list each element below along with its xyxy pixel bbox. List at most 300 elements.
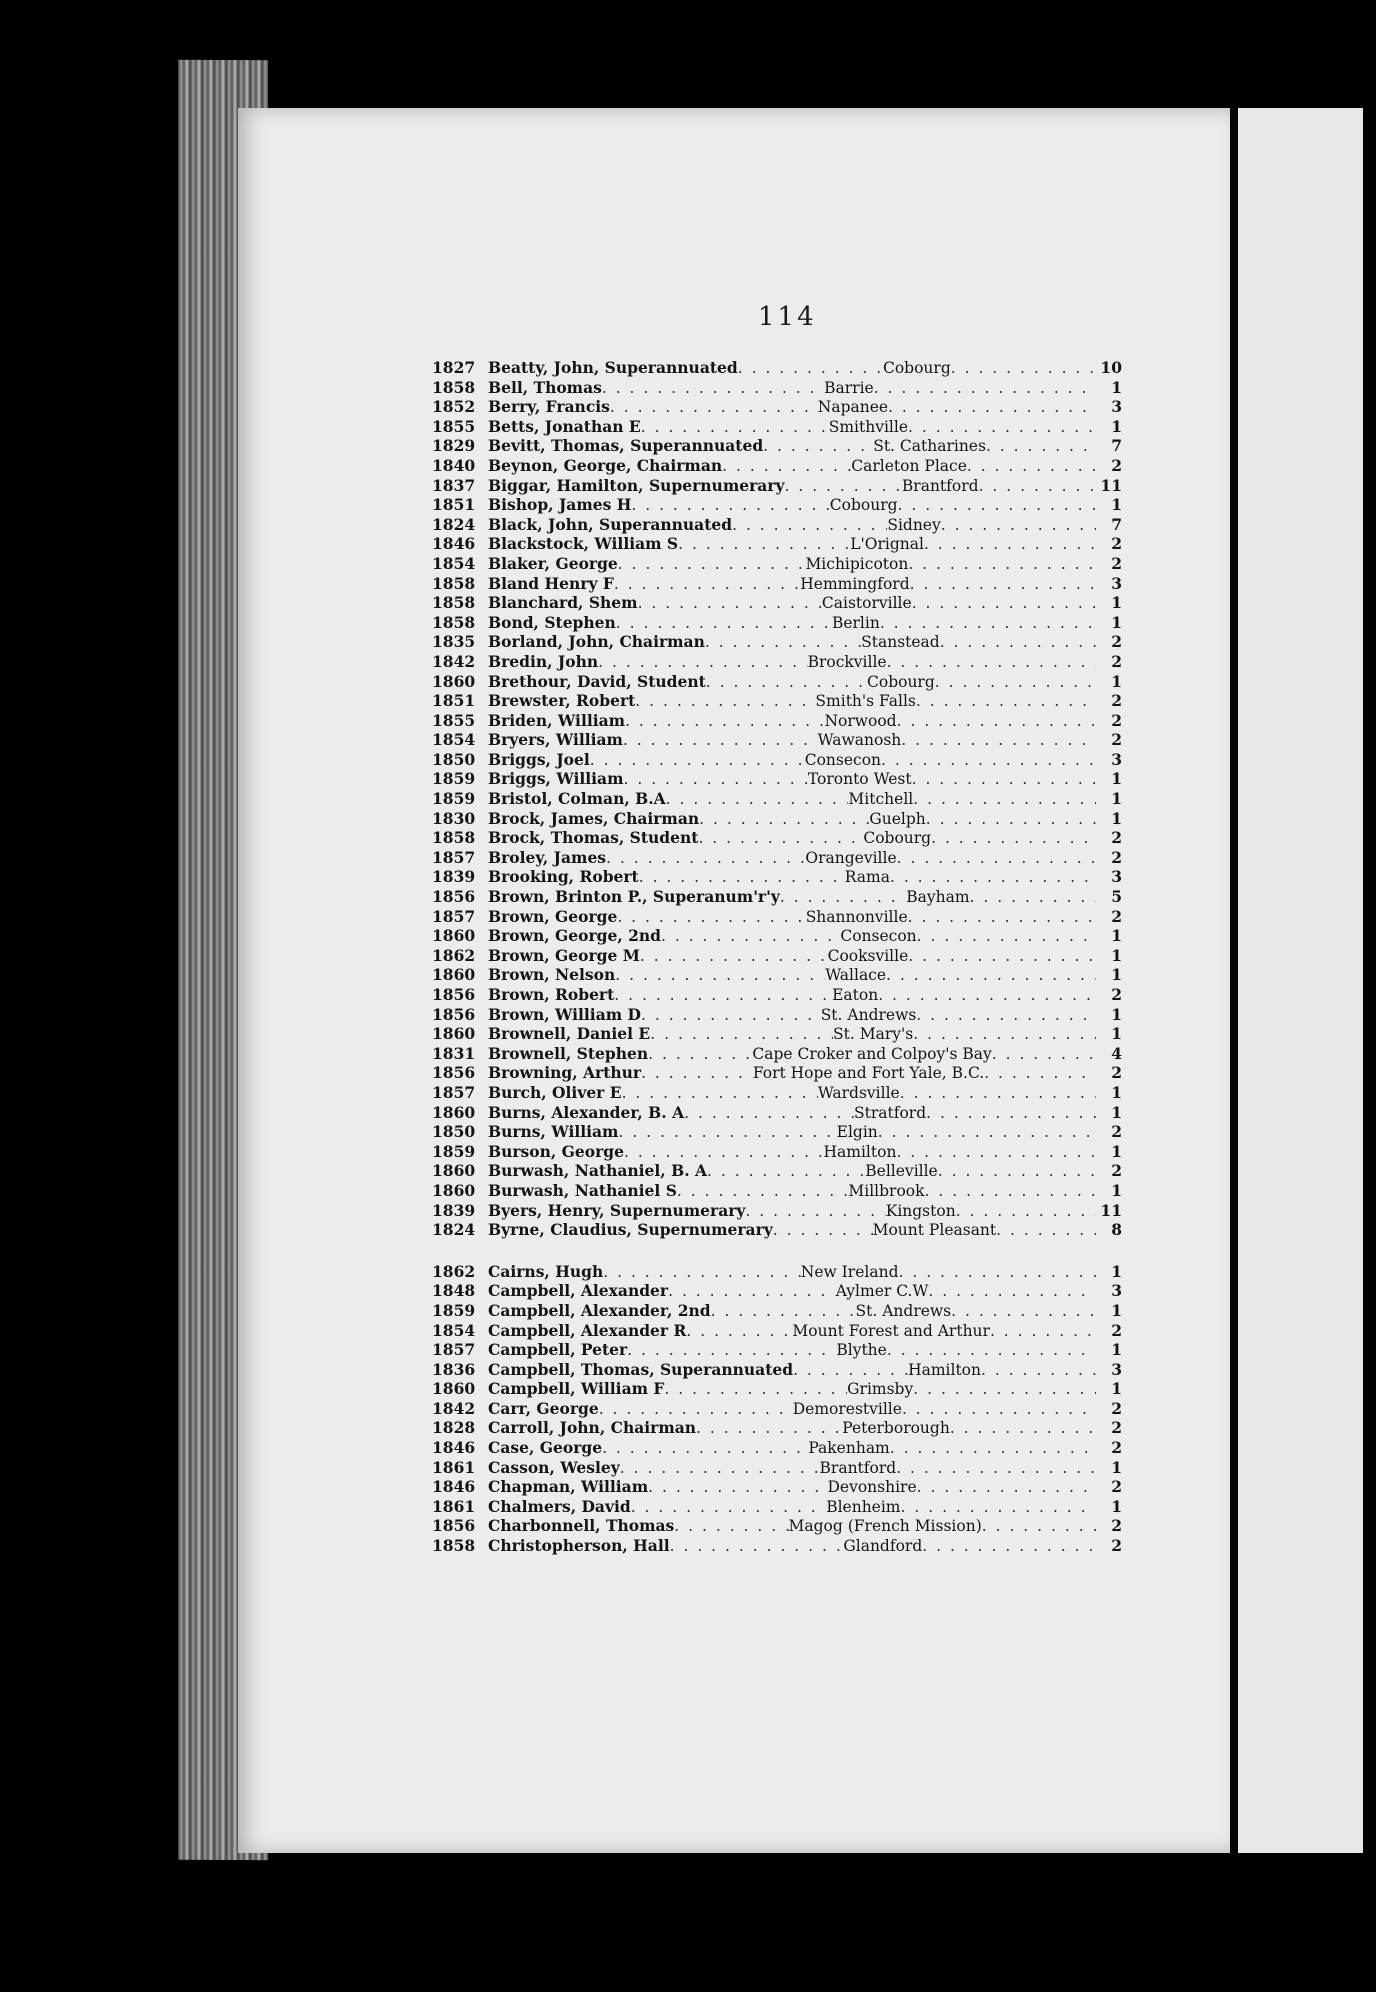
entry-years: 7 — [1111, 514, 1122, 534]
entry-year: 1854 — [432, 553, 476, 573]
entry-row — [432, 358, 1122, 378]
leader-dots — [618, 555, 806, 574]
entry-row — [432, 1281, 1122, 1301]
leader-dots — [910, 575, 1096, 594]
entry-row — [432, 730, 1122, 750]
entry-row — [432, 1142, 1122, 1162]
entry-years: 1 — [1111, 769, 1122, 789]
leader-dots — [639, 868, 845, 887]
entry-years: 1 — [1111, 1340, 1122, 1360]
entry-year: 1829 — [432, 436, 476, 456]
leader-dots — [698, 829, 863, 848]
entry-year: 1850 — [432, 1122, 476, 1142]
entry-row — [432, 515, 1122, 535]
entry-name: Chapman, William — [488, 1477, 649, 1497]
leader-dots — [624, 1143, 824, 1162]
entry-years: 11 — [1100, 475, 1122, 495]
leader-dots — [666, 790, 849, 809]
leader-dots — [912, 594, 1096, 613]
entry-row — [432, 946, 1122, 966]
leader-dots — [699, 810, 869, 829]
entry-years: 2 — [1111, 1122, 1122, 1142]
entry-years: 2 — [1111, 985, 1122, 1004]
entry-years: 3 — [1111, 1359, 1122, 1379]
entry-years: 3 — [1111, 867, 1122, 887]
entry-year: 1860 — [432, 965, 476, 985]
entry-name: Campbell, Peter — [488, 1340, 628, 1360]
entry-row — [432, 672, 1122, 692]
entry-station: Blenheim — [826, 1497, 901, 1516]
entry-row — [432, 711, 1122, 731]
entry-year: 1827 — [432, 358, 476, 377]
entry-name: Byrne, Claudius, Supernumerary — [488, 1220, 773, 1240]
entry-row — [432, 1201, 1122, 1221]
leader-dots — [696, 1419, 842, 1438]
entry-station: Napanee — [817, 398, 889, 417]
entry-row — [432, 1024, 1122, 1044]
leader-dots — [677, 1182, 848, 1201]
leader-dots — [908, 908, 1096, 927]
entry-years: 1 — [1111, 1141, 1122, 1161]
entry-years: 2 — [1111, 553, 1122, 573]
entry-name: Brownell, Daniel E — [488, 1024, 651, 1044]
entry-name: Bishop, James H — [488, 495, 632, 515]
entry-row — [432, 1181, 1122, 1201]
entry-station: Michipicoton — [805, 554, 909, 573]
entry-name: Brooking, Robert — [488, 867, 639, 887]
entry-years: 1 — [1111, 789, 1122, 809]
entry-years: 1 — [1111, 1457, 1122, 1477]
entry-station: Millbrook — [848, 1181, 925, 1200]
page-number: 114 — [758, 302, 817, 332]
entry-years: 1 — [1111, 965, 1122, 985]
leader-dots — [664, 1380, 847, 1399]
entry-year: 1842 — [432, 651, 476, 671]
leader-dots — [602, 1439, 808, 1458]
leader-dots — [606, 849, 805, 868]
entry-years: 7 — [1111, 436, 1122, 456]
entry-name: Broley, James — [488, 847, 607, 867]
entry-station: Toronto West — [807, 770, 912, 789]
entry-station: Shannonville — [805, 907, 908, 926]
entry-year: 1860 — [432, 1102, 476, 1122]
entry-station: Consecon — [840, 927, 917, 946]
leader-dots — [706, 673, 867, 692]
entry-station: Caistorville — [821, 594, 912, 613]
entry-row — [432, 1103, 1122, 1123]
entry-station: Cooksville — [827, 946, 909, 965]
leader-dots — [686, 1322, 792, 1341]
entry-years: 1 — [1111, 1004, 1122, 1024]
entry-name: Briggs, William — [488, 769, 624, 789]
entry-station: Orangeville — [805, 848, 897, 867]
entry-station: Smith's Falls — [815, 692, 916, 711]
entry-name: Brock, James, Chairman — [488, 808, 700, 828]
entry-years: 2 — [1111, 710, 1122, 730]
leader-dots — [912, 770, 1096, 789]
leader-dots — [901, 731, 1096, 750]
entry-row — [432, 1161, 1122, 1181]
leader-dots — [614, 575, 800, 594]
entry-station: Eaton — [832, 986, 879, 1004]
entry-row — [432, 1044, 1122, 1064]
entry-station: Grimsby — [847, 1380, 914, 1399]
entry-year: 1830 — [432, 808, 476, 828]
entry-name: Black, John, Superannuated — [488, 514, 733, 534]
leader-dots — [668, 1282, 836, 1301]
entry-year: 1824 — [432, 514, 476, 534]
entry-years: 2 — [1111, 632, 1122, 652]
entry-year: 1860 — [432, 1180, 476, 1200]
entry-year: 1859 — [432, 1300, 476, 1320]
entry-station: Berlin — [831, 613, 880, 632]
leader-dots — [922, 1537, 1096, 1556]
entry-name: Brown, George M — [488, 945, 640, 965]
entry-year: 1855 — [432, 416, 476, 436]
leader-dots — [878, 1123, 1096, 1142]
leader-dots — [648, 1045, 752, 1064]
entry-name: Beatty, John, Superannuated — [488, 358, 738, 377]
entry-station: Devonshire — [827, 1478, 917, 1497]
leader-dots — [926, 1104, 1096, 1123]
leader-dots — [935, 673, 1096, 692]
entry-name: Blanchard, Shem — [488, 593, 638, 613]
entry-years: 1 — [1111, 1300, 1122, 1320]
entry-year: 1860 — [432, 1379, 476, 1399]
entry-year: 1857 — [432, 847, 476, 867]
entry-years: 10 — [1100, 358, 1122, 377]
entry-row — [432, 574, 1122, 594]
leader-dots — [622, 1084, 818, 1103]
entry-year: 1858 — [432, 612, 476, 632]
entry-station: Guelph — [869, 809, 926, 828]
entry-year: 1857 — [432, 1082, 476, 1102]
entry-station: Brantford — [901, 476, 979, 495]
entry-row — [432, 926, 1122, 946]
entry-station: Wardsville — [817, 1083, 900, 1102]
leader-dots — [908, 947, 1096, 966]
leader-dots — [990, 1322, 1096, 1341]
entry-name: Charbonnell, Thomas — [488, 1516, 675, 1536]
entry-years: 1 — [1111, 808, 1122, 828]
leader-dots — [874, 379, 1096, 398]
leader-dots — [890, 1439, 1096, 1458]
leader-dots — [793, 1361, 908, 1380]
leader-dots — [902, 1400, 1096, 1419]
leader-dots — [896, 1459, 1096, 1478]
entry-station: Brockville — [807, 652, 887, 671]
entry-row — [432, 907, 1122, 927]
entry-row — [432, 1262, 1122, 1282]
leader-dots — [615, 966, 825, 985]
leader-dots — [996, 1221, 1096, 1240]
entry-row — [432, 887, 1122, 907]
entry-year: 1858 — [432, 573, 476, 593]
leader-dots — [661, 927, 840, 946]
leader-dots — [984, 1064, 1096, 1083]
leader-dots — [625, 712, 824, 731]
entry-name: Briggs, Joel — [488, 749, 590, 769]
leader-dots — [623, 731, 818, 750]
entry-station: Glandford — [843, 1537, 923, 1556]
leader-dots — [901, 1498, 1096, 1517]
leader-dots — [986, 437, 1096, 456]
entry-years: 1 — [1111, 1261, 1122, 1281]
entry-years: 2 — [1111, 828, 1122, 848]
leader-dots — [707, 1162, 865, 1181]
entry-row — [432, 750, 1122, 770]
leader-dots — [956, 1202, 1096, 1221]
entry-year: 1858 — [432, 1536, 476, 1556]
leader-dots — [614, 986, 832, 1005]
entry-station: Wawanosh — [817, 731, 902, 750]
entry-year: 1860 — [432, 926, 476, 946]
entry-row — [432, 476, 1122, 496]
leader-dots — [648, 1478, 827, 1497]
entry-station: Wallace — [825, 966, 887, 985]
entry-name: Campbell, Alexander — [488, 1281, 669, 1301]
entry-name: Burch, Oliver E — [488, 1082, 622, 1102]
entry-year: 1824 — [432, 1220, 476, 1240]
entry-row — [432, 378, 1122, 398]
entry-name: Burns, Alexander, B. A — [488, 1102, 685, 1122]
entry-row — [432, 1438, 1122, 1458]
entry-years: 2 — [1111, 847, 1122, 867]
entry-station: Demorestville — [792, 1399, 902, 1418]
entry-station: St. Catharines — [873, 437, 986, 456]
entry-station: Smithville — [828, 417, 909, 436]
leader-dots — [887, 653, 1096, 672]
leader-dots — [886, 966, 1096, 985]
entry-station: Mitchell — [848, 790, 914, 809]
entry-name: Burwash, Nathaniel, B. A — [488, 1161, 708, 1181]
entry-row — [432, 534, 1122, 554]
leader-dots — [967, 457, 1096, 476]
entry-year: 1858 — [432, 828, 476, 848]
entry-row — [432, 495, 1122, 515]
entry-station: Peterborough — [842, 1419, 950, 1438]
entry-station: Hemmingford — [800, 574, 910, 593]
entry-station: St. Andrews — [820, 1005, 917, 1024]
entry-year: 1846 — [432, 1477, 476, 1497]
entry-year: 1859 — [432, 789, 476, 809]
leader-dots — [745, 1202, 885, 1221]
entry-row — [432, 397, 1122, 417]
entry-name: Casson, Wesley — [488, 1457, 620, 1477]
entry-year: 1854 — [432, 1320, 476, 1340]
entry-row — [432, 1477, 1122, 1497]
leader-dots — [992, 1045, 1096, 1064]
entry-years: 1 — [1111, 1496, 1122, 1516]
entry-name: Burson, George — [488, 1141, 624, 1161]
entry-name: Bond, Stephen — [488, 612, 616, 632]
entry-year: 1861 — [432, 1457, 476, 1477]
entry-row — [432, 1301, 1122, 1321]
entry-year: 1860 — [432, 1161, 476, 1181]
entry-name: Brownell, Stephen — [488, 1043, 649, 1063]
leader-dots — [970, 888, 1096, 907]
entry-years: 2 — [1111, 1398, 1122, 1418]
entry-name: Campbell, Thomas, Superannuated — [488, 1359, 794, 1379]
entry-name: Brown, Robert — [488, 985, 615, 1004]
entry-row — [432, 1516, 1122, 1536]
entry-station: Mount Forest and Arthur — [792, 1321, 990, 1340]
entry-year: 1860 — [432, 1024, 476, 1044]
leader-dots — [925, 1182, 1096, 1201]
entry-station: Norwood — [824, 711, 897, 730]
entry-name: Brock, Thomas, Student — [488, 828, 699, 848]
leader-dots — [880, 614, 1096, 633]
entry-years: 2 — [1111, 1438, 1122, 1458]
entry-year: 1858 — [432, 377, 476, 397]
entry-name: Bland Henry F — [488, 573, 614, 593]
leader-dots — [602, 379, 824, 398]
entry-year: 1856 — [432, 887, 476, 907]
entry-row — [432, 1418, 1122, 1438]
entry-year: 1852 — [432, 397, 476, 417]
leader-dots — [674, 1517, 788, 1536]
entry-years: 1 — [1111, 1082, 1122, 1102]
entry-years: 3 — [1111, 749, 1122, 769]
entry-year: 1858 — [432, 593, 476, 613]
entry-station: Blythe — [836, 1341, 887, 1360]
entry-name: Campbell, Alexander, 2nd — [488, 1300, 711, 1320]
entry-years: 1 — [1111, 495, 1122, 515]
entry-years: 2 — [1111, 691, 1122, 711]
entry-year: 1842 — [432, 1398, 476, 1418]
leader-dots — [951, 1302, 1096, 1321]
entry-row — [432, 1379, 1122, 1399]
leader-dots — [924, 535, 1096, 554]
entry-year: 1848 — [432, 1281, 476, 1301]
entry-row — [432, 1360, 1122, 1380]
leader-dots — [878, 986, 1096, 1005]
entry-row — [432, 554, 1122, 574]
leader-dots — [940, 633, 1096, 652]
entry-years: 2 — [1111, 1418, 1122, 1438]
entry-row — [432, 436, 1122, 456]
entry-row — [432, 691, 1122, 711]
leader-dots — [908, 418, 1096, 437]
leader-dots — [941, 516, 1096, 535]
entry-name: Blaker, George — [488, 553, 618, 573]
entry-name: Bryers, William — [488, 730, 623, 750]
entry-years: 1 — [1111, 945, 1122, 965]
entry-station: Brantford — [819, 1458, 897, 1477]
entry-years: 1 — [1111, 377, 1122, 397]
entry-years: 2 — [1111, 534, 1122, 554]
entry-name: Berry, Francis — [488, 397, 610, 417]
entry-years: 2 — [1111, 1536, 1122, 1556]
leader-dots — [678, 535, 850, 554]
entry-row — [432, 593, 1122, 613]
entry-year: 1835 — [432, 632, 476, 652]
entry-years: 5 — [1111, 887, 1122, 907]
entry-years: 1 — [1111, 416, 1122, 436]
entry-name: Carr, George — [488, 1398, 599, 1418]
section-gap — [432, 1240, 1122, 1262]
leader-dots — [738, 359, 883, 378]
entry-row — [432, 652, 1122, 672]
leader-dots — [900, 1084, 1096, 1103]
entry-year: 1831 — [432, 1043, 476, 1063]
leader-dots — [908, 555, 1096, 574]
entry-station: Fort Hope and Fort Yale, B.C. — [752, 1064, 985, 1083]
entry-station: St. Mary's — [833, 1025, 914, 1044]
entry-years: 2 — [1111, 906, 1122, 926]
entry-name: Betts, Jonathan E — [488, 416, 641, 436]
leader-dots — [599, 1400, 793, 1419]
entry-name: Bell, Thomas — [488, 377, 602, 397]
entry-name: Christopherson, Hall — [488, 1536, 670, 1556]
entry-name: Burwash, Nathaniel S — [488, 1180, 677, 1200]
entry-name: Brethour, David, Student — [488, 671, 706, 691]
entry-station: Consecon — [804, 750, 882, 769]
entry-row — [432, 828, 1122, 848]
entry-name: Cairns, Hugh — [488, 1261, 604, 1281]
leader-dots — [917, 927, 1096, 946]
entry-years: 2 — [1111, 1320, 1122, 1340]
entry-years: 1 — [1111, 671, 1122, 691]
leader-dots — [916, 692, 1096, 711]
entry-name: Campbell, William F — [488, 1379, 665, 1399]
facing-page — [1238, 108, 1363, 1853]
entry-station: Cobourg — [867, 672, 935, 691]
leader-dots — [784, 477, 901, 496]
entry-years: 2 — [1111, 1516, 1122, 1536]
leader-dots — [711, 1302, 856, 1321]
entry-name: Bristol, Colman, B.A — [488, 789, 666, 809]
entry-years: 2 — [1111, 1161, 1122, 1181]
entry-station: Magog (French Mission) — [788, 1517, 982, 1536]
entry-years: 2 — [1111, 1477, 1122, 1497]
leader-dots — [950, 1419, 1096, 1438]
entry-year: 1850 — [432, 749, 476, 769]
leader-dots — [888, 398, 1096, 417]
entry-year: 1851 — [432, 495, 476, 515]
entry-station: Cape Croker and Colpoy's Bay — [752, 1044, 992, 1063]
leader-dots — [722, 457, 851, 476]
leader-dots — [982, 1517, 1096, 1536]
leader-dots — [979, 477, 1096, 496]
entry-year: 1857 — [432, 1340, 476, 1360]
entry-year: 1855 — [432, 710, 476, 730]
entry-name: Brown, George — [488, 906, 618, 926]
entry-name: Chalmers, David — [488, 1496, 631, 1516]
leader-dots — [732, 516, 887, 535]
leader-dots — [913, 1025, 1096, 1044]
entry-station: Cobourg — [863, 829, 932, 848]
entry-name: Beynon, George, Chairman — [488, 455, 723, 475]
entry-name: Carroll, John, Chairman — [488, 1418, 697, 1438]
entry-years: 11 — [1100, 1200, 1122, 1220]
entry-row — [432, 965, 1122, 985]
entry-year: 1836 — [432, 1359, 476, 1379]
entry-row — [432, 1122, 1122, 1142]
leader-dots — [670, 1537, 844, 1556]
entry-station: Belleville — [865, 1162, 938, 1181]
entry-row — [432, 456, 1122, 476]
leader-dots — [616, 614, 832, 633]
entry-year: 1862 — [432, 1261, 476, 1281]
leader-dots — [913, 790, 1096, 809]
entry-year: 1859 — [432, 769, 476, 789]
entry-name: Brown, Brinton P., Superanum'r'y — [488, 887, 780, 907]
entry-year: 1828 — [432, 1418, 476, 1438]
leader-dots — [898, 496, 1096, 515]
leader-dots — [913, 1380, 1096, 1399]
entry-years: 4 — [1111, 1043, 1122, 1063]
